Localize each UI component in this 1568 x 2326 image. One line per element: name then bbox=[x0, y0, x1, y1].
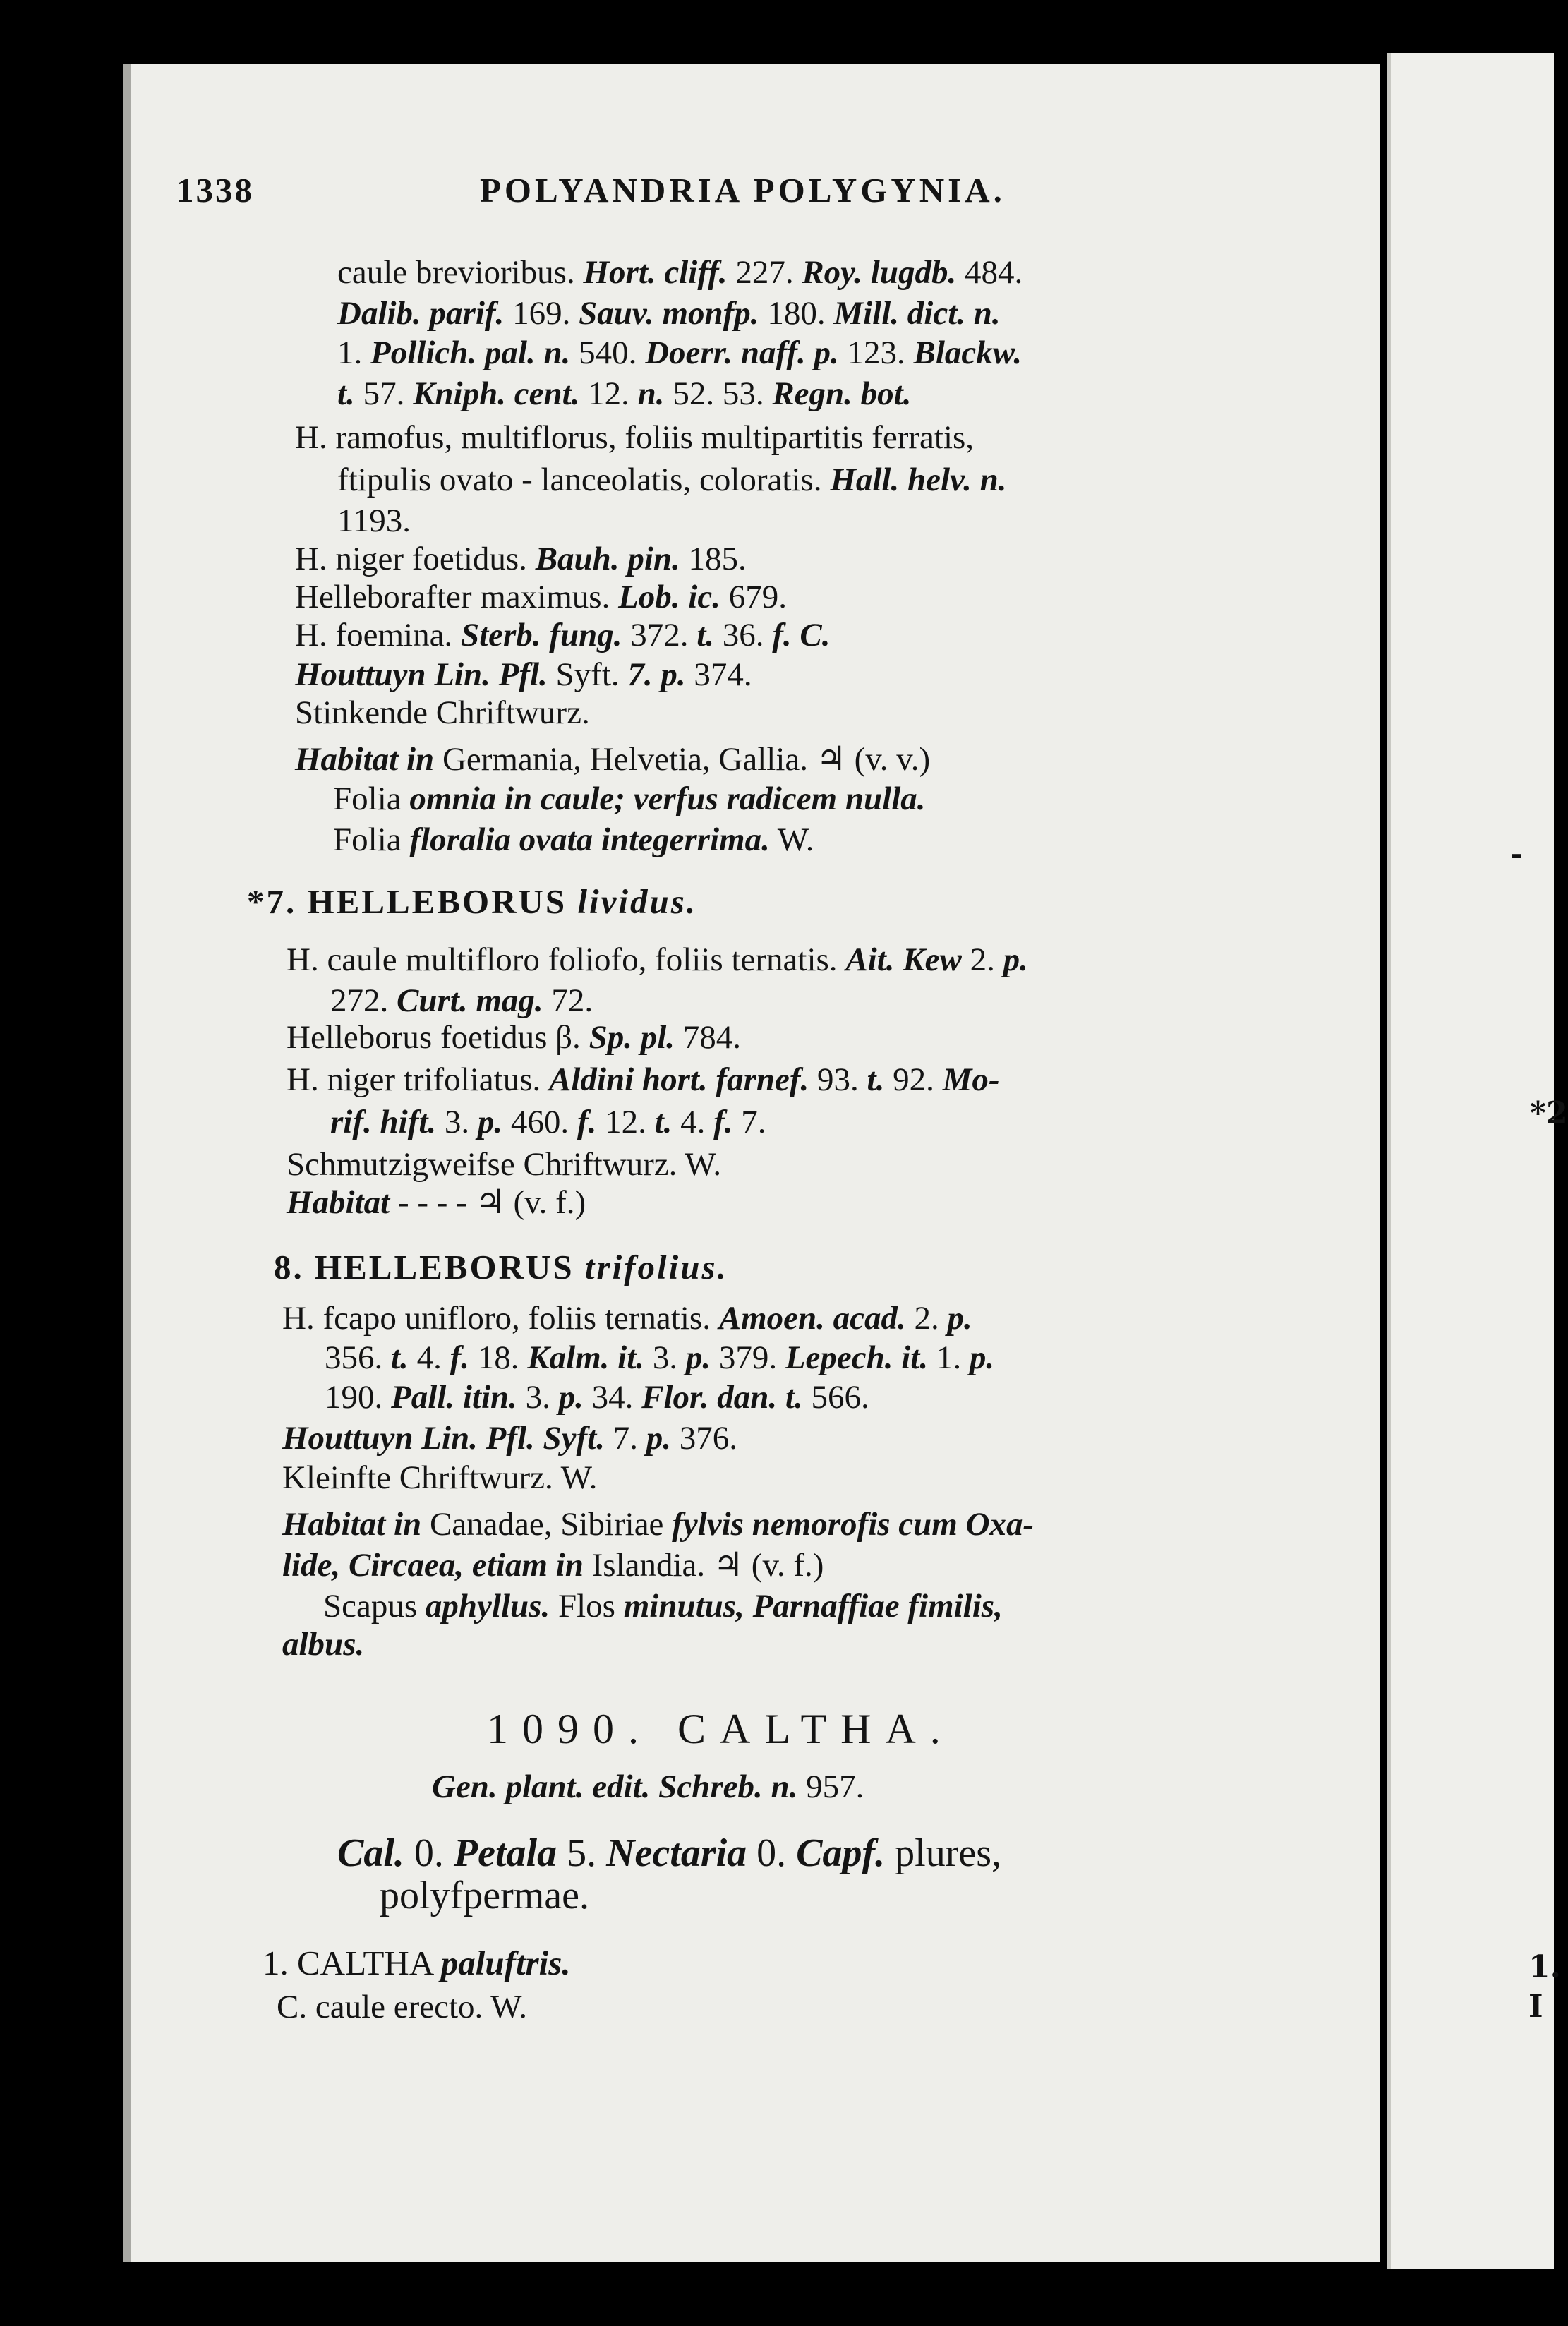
text-line bbox=[287, 1181, 586, 1224]
roman-segment: Helleborus foetidus β. bbox=[287, 1019, 589, 1056]
text-line bbox=[337, 1832, 1001, 1874]
text-line bbox=[287, 1016, 741, 1059]
roman-segment: Stinkende Chriftwurz. bbox=[295, 694, 590, 731]
roman-segment: H. niger trifoliatus. bbox=[287, 1061, 550, 1098]
italic-segment: lide, Circaea, etiam in bbox=[282, 1547, 584, 1584]
italic-segment: Lepech. it. bbox=[785, 1339, 929, 1376]
text-line bbox=[295, 614, 831, 656]
roman-segment: 123. bbox=[838, 335, 914, 371]
text-line bbox=[295, 738, 930, 781]
roman-segment: *7. HELLEBORUS bbox=[247, 882, 578, 921]
roman-segment: 3. bbox=[644, 1339, 686, 1376]
roman-segment: 566. bbox=[802, 1379, 869, 1416]
italic-segment: Flor. dan. t. bbox=[641, 1379, 803, 1416]
roman-segment: Islandia. ♃ (v. f.) bbox=[583, 1547, 824, 1584]
roman-segment: 12. bbox=[579, 375, 638, 412]
roman-segment: 540. bbox=[570, 335, 646, 371]
roman-segment: 92. bbox=[884, 1061, 943, 1098]
roman-segment: 36. bbox=[714, 617, 773, 653]
roman-segment: 679. bbox=[720, 579, 787, 615]
italic-segment: Mill. dict. n. bbox=[833, 295, 1001, 332]
roman-segment: 52. 53. bbox=[664, 375, 773, 412]
page-number: 1338 bbox=[176, 171, 254, 210]
italic-segment: trifolius. bbox=[584, 1248, 728, 1286]
roman-segment: Kleinfte Chriftwurz. W. bbox=[282, 1459, 598, 1496]
roman-segment: Scapus bbox=[323, 1588, 426, 1625]
italic-segment: Regn. bot. bbox=[772, 375, 912, 412]
italic-segment: t. bbox=[867, 1061, 885, 1098]
text-line bbox=[282, 1503, 1034, 1545]
text-line bbox=[337, 251, 1023, 294]
roman-segment: 460. bbox=[502, 1104, 577, 1140]
roman-segment: 7. bbox=[605, 1420, 646, 1457]
italic-segment: Roy. lugdb. bbox=[802, 254, 957, 291]
margin-mark: 1. bbox=[1528, 1949, 1561, 1985]
italic-segment: Hort. cliff. bbox=[583, 254, 728, 291]
roman-segment: 169. bbox=[504, 295, 579, 332]
text-line bbox=[282, 1457, 597, 1499]
italic-segment: Pollich. pal. n. bbox=[370, 335, 571, 371]
italic-segment: f. bbox=[713, 1104, 733, 1140]
text-line bbox=[337, 373, 911, 415]
text-line bbox=[337, 459, 1007, 501]
text-line bbox=[323, 1585, 1003, 1627]
roman-segment: 4. bbox=[408, 1339, 450, 1376]
italic-segment: p. bbox=[1003, 941, 1028, 978]
italic-segment: Petala bbox=[453, 1831, 557, 1875]
margin-mark: *2 bbox=[1530, 1095, 1568, 1131]
text-line bbox=[282, 1544, 824, 1586]
italic-segment: Blackw. bbox=[913, 335, 1023, 371]
roman-segment: 3. bbox=[436, 1104, 478, 1140]
italic-segment: minutus, Parnaffiae fimilis, bbox=[623, 1588, 1003, 1625]
italic-segment: Bauh. pin. bbox=[535, 541, 680, 577]
roman-segment: 1. bbox=[928, 1339, 970, 1376]
roman-segment: 0. bbox=[404, 1831, 454, 1875]
text-line bbox=[287, 1059, 1000, 1101]
roman-segment: 3. bbox=[517, 1379, 559, 1416]
italic-segment: p. bbox=[969, 1339, 995, 1376]
roman-segment: 57. bbox=[354, 375, 414, 412]
roman-segment: Schmutzigweifse Chriftwurz. W. bbox=[287, 1146, 722, 1183]
roman-segment: H. ramofus, multiflorus, foliis multipartitis ferratis, bbox=[295, 419, 975, 456]
roman-segment: - - - - ♃ (v. f.) bbox=[390, 1184, 586, 1221]
italic-segment: Curt. mag. bbox=[397, 982, 543, 1019]
roman-segment: caule brevioribus. bbox=[337, 254, 584, 291]
italic-segment: t. bbox=[337, 375, 355, 412]
roman-segment: 72. bbox=[543, 982, 593, 1019]
italic-segment: aphyllus. bbox=[425, 1588, 550, 1625]
roman-segment: 8. HELLEBORUS bbox=[274, 1248, 585, 1286]
italic-segment: t. bbox=[391, 1339, 409, 1376]
italic-segment: p. bbox=[558, 1379, 584, 1416]
italic-segment: p. bbox=[685, 1339, 711, 1376]
roman-segment: H. foemina. bbox=[295, 617, 461, 653]
roman-segment: 12. bbox=[596, 1104, 655, 1140]
italic-segment: paluftris. bbox=[440, 1944, 571, 1982]
text-line bbox=[333, 778, 926, 820]
roman-segment: H. niger foetidus. bbox=[295, 541, 536, 577]
italic-segment: fylvis nemorofis cum Oxa- bbox=[672, 1506, 1035, 1543]
italic-segment: Pall. itin. bbox=[391, 1379, 517, 1416]
italic-segment: omnia in caule; verfus radicem nulla. bbox=[409, 781, 926, 817]
italic-segment: p. bbox=[947, 1300, 972, 1337]
species-heading bbox=[247, 881, 697, 923]
roman-segment: 5. bbox=[557, 1831, 607, 1875]
roman-segment: polyfpermae. bbox=[380, 1874, 589, 1917]
italic-segment: Amoen. acad. bbox=[718, 1300, 906, 1337]
roman-segment: 1. CALTHA bbox=[263, 1944, 441, 1982]
italic-segment: Lob. ic. bbox=[618, 579, 720, 615]
roman-segment: 784. bbox=[675, 1019, 742, 1056]
roman-segment: 356. bbox=[325, 1339, 391, 1376]
text-line bbox=[337, 292, 1001, 335]
italic-segment: Houttuyn Lin. Pfl. bbox=[295, 656, 548, 693]
roman-segment: plures, bbox=[885, 1831, 1002, 1875]
italic-segment: Habitat in bbox=[282, 1506, 422, 1543]
species-heading bbox=[274, 1246, 728, 1289]
roman-segment: 185. bbox=[680, 541, 747, 577]
roman-segment: 376. bbox=[671, 1420, 737, 1457]
roman-segment: 2. bbox=[905, 1300, 948, 1337]
italic-segment: f. bbox=[577, 1104, 597, 1140]
roman-segment: ftipulis ovato - lanceolatis, coloratis. bbox=[337, 462, 831, 498]
italic-segment: floralia ovata integerrima. bbox=[409, 821, 770, 858]
roman-segment: 93. bbox=[809, 1061, 867, 1098]
roman-segment: Helleborafter maximus. bbox=[295, 579, 619, 615]
roman-segment: 18. bbox=[469, 1339, 528, 1376]
text-line bbox=[333, 819, 814, 861]
roman-segment: 180. bbox=[759, 295, 834, 332]
text-line bbox=[337, 500, 411, 542]
italic-segment: n. bbox=[637, 375, 665, 412]
text-line bbox=[432, 1766, 864, 1808]
roman-segment: 2. bbox=[961, 941, 1003, 978]
roman-segment: 1193. bbox=[337, 502, 411, 539]
text-line bbox=[325, 1337, 994, 1379]
roman-segment: Folia bbox=[333, 821, 410, 858]
italic-segment: Cal. bbox=[337, 1831, 404, 1875]
italic-segment: Sterb. fung. bbox=[460, 617, 622, 653]
roman-segment: 7. bbox=[732, 1104, 766, 1140]
margin-mark: - bbox=[1510, 836, 1524, 872]
text-line bbox=[330, 1101, 766, 1143]
roman-segment: 227. bbox=[727, 254, 802, 291]
italic-segment: Habitat in bbox=[295, 741, 435, 778]
text-line bbox=[287, 1143, 721, 1186]
margin-mark: I bbox=[1528, 1989, 1543, 2025]
roman-segment: W. bbox=[769, 821, 814, 858]
roman-segment: H. caule multifloro foliofo, foliis ternatis. bbox=[287, 941, 846, 978]
text-line bbox=[295, 653, 752, 696]
italic-segment: Doerr. naff. p. bbox=[645, 335, 839, 371]
text-line bbox=[380, 1874, 589, 1917]
italic-segment: Hall. helv. n. bbox=[830, 462, 1007, 498]
italic-segment: Capf. bbox=[796, 1831, 886, 1875]
text-line bbox=[330, 980, 593, 1022]
italic-segment: Houttuyn Lin. Pfl. Syft. bbox=[282, 1420, 605, 1457]
italic-segment: 7. p. bbox=[627, 656, 686, 693]
text-line bbox=[287, 939, 1028, 981]
roman-segment: Flos bbox=[550, 1588, 624, 1625]
text-line bbox=[337, 332, 1022, 374]
running-title: POLYANDRIA POLYGYNIA. bbox=[480, 171, 1006, 210]
italic-segment: Sp. pl. bbox=[589, 1019, 675, 1056]
roman-segment: 4. bbox=[672, 1104, 714, 1140]
italic-segment: Nectaria bbox=[606, 1831, 747, 1875]
roman-segment: 484. bbox=[956, 254, 1023, 291]
roman-segment: 374. bbox=[685, 656, 752, 693]
italic-segment: Dalib. parif. bbox=[337, 295, 505, 332]
roman-segment: 379. bbox=[711, 1339, 785, 1376]
italic-segment: albus. bbox=[282, 1626, 365, 1663]
italic-segment: p. bbox=[646, 1420, 671, 1457]
text-line bbox=[282, 1623, 364, 1665]
roman-segment: 34. bbox=[583, 1379, 642, 1416]
roman-segment: 372. bbox=[622, 617, 697, 653]
italic-segment: Mo- bbox=[942, 1061, 1000, 1098]
italic-segment: Gen. plant. edit. Schreb. n. bbox=[432, 1768, 798, 1805]
roman-segment: 957. bbox=[797, 1768, 864, 1805]
italic-segment: p. bbox=[477, 1104, 503, 1140]
text-line bbox=[295, 416, 974, 459]
text-line bbox=[325, 1376, 869, 1418]
italic-segment: t. bbox=[696, 617, 715, 653]
roman-segment: 0. bbox=[747, 1831, 797, 1875]
italic-segment: Kniph. cent. bbox=[413, 375, 580, 412]
italic-segment: Sauv. monfp. bbox=[579, 295, 759, 332]
text-line bbox=[295, 576, 787, 618]
species-heading bbox=[263, 1942, 571, 1984]
roman-segment: Canadae, Sibiriae bbox=[421, 1506, 673, 1543]
italic-segment: Ait. Kew bbox=[845, 941, 962, 978]
roman-segment: Germania, Helvetia, Gallia. ♃ (v. v.) bbox=[434, 741, 931, 778]
roman-segment: 1090. CALTHA. bbox=[487, 1706, 955, 1752]
italic-segment: f. C. bbox=[772, 617, 831, 653]
roman-segment: Syft. bbox=[547, 656, 628, 693]
italic-segment: rif. hift. bbox=[330, 1104, 437, 1140]
italic-segment: Habitat bbox=[287, 1184, 390, 1221]
text-line bbox=[295, 692, 590, 734]
italic-segment: Kalm. it. bbox=[527, 1339, 645, 1376]
text-line bbox=[277, 1986, 527, 2028]
text-line bbox=[295, 538, 747, 580]
genus-heading bbox=[487, 1708, 955, 1750]
roman-segment: H. fcapo unifloro, foliis ternatis. bbox=[282, 1300, 719, 1337]
text-line bbox=[282, 1417, 737, 1459]
roman-segment: 1. bbox=[337, 335, 370, 371]
roman-segment: C. caule erecto. W. bbox=[277, 1989, 527, 2025]
italic-segment: t. bbox=[654, 1104, 673, 1140]
italic-segment: Aldini hort. farnef. bbox=[549, 1061, 809, 1098]
roman-segment: 190. bbox=[325, 1379, 391, 1416]
text-line bbox=[282, 1297, 972, 1339]
italic-segment: lividus. bbox=[577, 882, 698, 921]
roman-segment: Folia bbox=[333, 781, 410, 817]
roman-segment: 272. bbox=[330, 982, 397, 1019]
italic-segment: f. bbox=[450, 1339, 469, 1376]
